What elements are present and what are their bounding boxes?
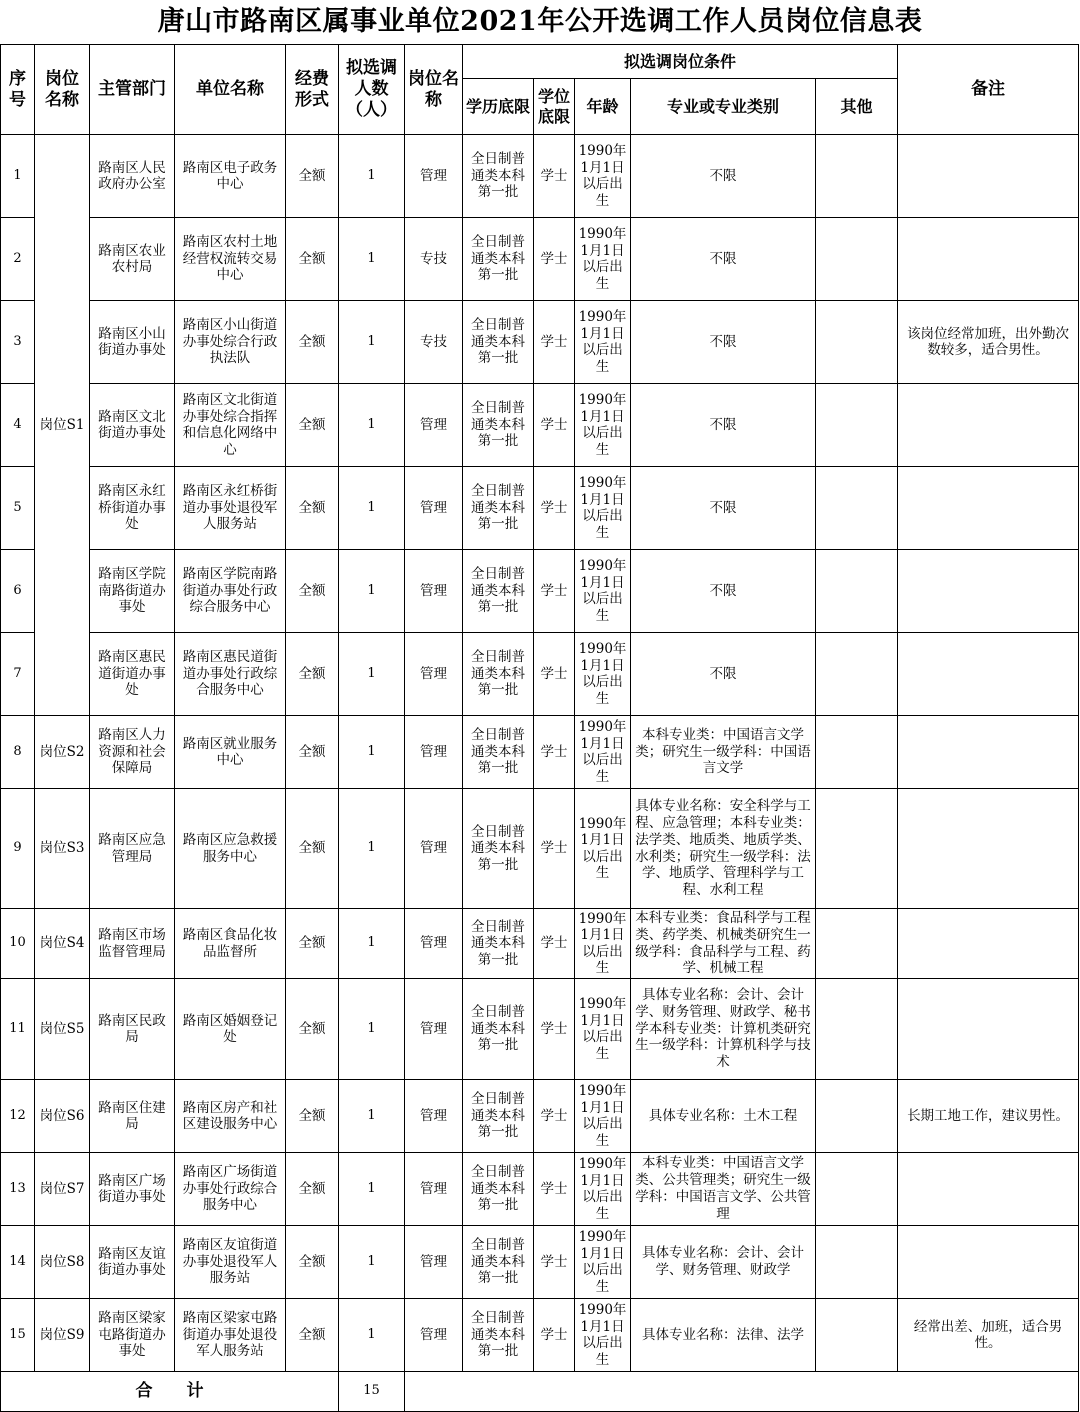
dept-cell: 路南区学院南路街道办事处 [90,550,175,633]
count-cell: 1 [339,716,405,789]
education-cell: 全日制普通类本科第一批 [463,909,534,979]
table-row [1,550,1079,633]
table-row [1,979,1079,1080]
major-cell: 不限 [631,384,816,467]
remark-cell [898,909,1079,979]
remark-cell: 该岗位经常加班，出外勤次数较多，适合男性。 [898,301,1079,384]
education-cell: 全日制普通类本科第一批 [463,633,534,716]
remark-cell [898,979,1079,1080]
seq-cell: 3 [1,301,35,384]
table-row [1,1153,1079,1226]
age-cell: 1990年1月1日以后出生 [575,1080,631,1153]
count-cell: 1 [339,909,405,979]
age-cell: 1990年1月1日以后出生 [575,135,631,218]
remark-cell [898,633,1079,716]
dept-cell: 路南区文北街道办事处 [90,384,175,467]
education-cell: 全日制普通类本科第一批 [463,789,534,909]
age-cell: 1990年1月1日以后出生 [575,909,631,979]
position-cell: 管理 [405,1226,463,1299]
funding-cell: 全额 [286,1080,339,1153]
funding-cell: 全额 [286,550,339,633]
table-row [1,909,1079,979]
age-cell: 1990年1月1日以后出生 [575,716,631,789]
degree-cell: 学士 [534,135,575,218]
dept-cell: 路南区人力资源和社会保障局 [90,716,175,789]
position-cell: 管理 [405,550,463,633]
seq-cell: 5 [1,467,35,550]
header-count: 拟选调人数（人） [339,45,405,135]
unit-cell: 路南区房产和社区建设服务中心 [175,1080,286,1153]
dept-cell: 路南区民政局 [90,979,175,1080]
other-cell [816,384,898,467]
seq-cell: 2 [1,218,35,301]
major-cell: 不限 [631,218,816,301]
table-row [1,218,1079,301]
position-cell: 专技 [405,218,463,301]
post-name-cell: 岗位S4 [35,909,90,979]
header-position: 岗位名称 [405,45,463,135]
major-cell: 具体专业名称：土木工程 [631,1080,816,1153]
seq-cell: 10 [1,909,35,979]
major-cell: 具体专业名称：安全科学与工程、应急管理；本科专业类：法学类、地质类、地质学类、水利类；研究生一级学科：法学、地质学、管理科学与工程、水利工程 [631,789,816,909]
funding-cell: 全额 [286,909,339,979]
post-name-cell: 岗位S1 [35,135,90,716]
count-cell: 1 [339,467,405,550]
unit-cell: 路南区电子政务中心 [175,135,286,218]
dept-cell: 路南区小山街道办事处 [90,301,175,384]
remark-cell [898,218,1079,301]
education-cell: 全日制普通类本科第一批 [463,1299,534,1372]
age-cell: 1990年1月1日以后出生 [575,1299,631,1372]
header-seq: 序号 [1,45,35,135]
post-name-cell: 岗位S3 [35,789,90,909]
position-cell: 专技 [405,301,463,384]
header-degree: 学位底限 [534,79,575,135]
age-cell: 1990年1月1日以后出生 [575,1226,631,1299]
degree-cell: 学士 [534,550,575,633]
degree-cell: 学士 [534,1299,575,1372]
seq-cell: 13 [1,1153,35,1226]
header-dept: 主管部门 [90,45,175,135]
footer-total-label: 合 计 [1,1372,339,1412]
count-cell: 1 [339,550,405,633]
unit-cell: 路南区友谊街道办事处退役军人服务站 [175,1226,286,1299]
remark-cell [898,550,1079,633]
position-cell: 管理 [405,716,463,789]
table-row [1,1299,1079,1372]
major-cell: 具体专业名称：法律、法学 [631,1299,816,1372]
remark-cell [898,716,1079,789]
age-cell: 1990年1月1日以后出生 [575,301,631,384]
age-cell: 1990年1月1日以后出生 [575,550,631,633]
dept-cell: 路南区人民政府办公室 [90,135,175,218]
funding-cell: 全额 [286,301,339,384]
major-cell: 不限 [631,633,816,716]
major-cell: 具体专业名称：会计、会计学、财务管理、财政学 [631,1226,816,1299]
remark-cell [898,467,1079,550]
count-cell: 1 [339,1153,405,1226]
other-cell [816,1226,898,1299]
unit-cell: 路南区农村土地经营权流转交易中心 [175,218,286,301]
seq-cell: 7 [1,633,35,716]
seq-cell: 8 [1,716,35,789]
education-cell: 全日制普通类本科第一批 [463,467,534,550]
table-body [1,135,1079,1372]
degree-cell: 学士 [534,789,575,909]
degree-cell: 学士 [534,384,575,467]
header-education: 学历底限 [463,79,534,135]
funding-cell: 全额 [286,789,339,909]
degree-cell: 学士 [534,218,575,301]
age-cell: 1990年1月1日以后出生 [575,384,631,467]
seq-cell: 12 [1,1080,35,1153]
remark-cell [898,789,1079,909]
position-cell: 管理 [405,633,463,716]
remark-cell [898,1226,1079,1299]
dept-cell: 路南区广场街道办事处 [90,1153,175,1226]
header-other: 其他 [816,79,898,135]
table-row [1,789,1079,909]
header-funding: 经费形式 [286,45,339,135]
unit-cell: 路南区梁家屯路街道办事处退役军人服务站 [175,1299,286,1372]
seq-cell: 14 [1,1226,35,1299]
funding-cell: 全额 [286,716,339,789]
unit-cell: 路南区学院南路街道办事处行政综合服务中心 [175,550,286,633]
position-cell: 管理 [405,1080,463,1153]
education-cell: 全日制普通类本科第一批 [463,1080,534,1153]
seq-cell: 4 [1,384,35,467]
unit-cell: 路南区应急救援服务中心 [175,789,286,909]
age-cell: 1990年1月1日以后出生 [575,1153,631,1226]
degree-cell: 学士 [534,716,575,789]
unit-cell: 路南区婚姻登记处 [175,979,286,1080]
seq-cell: 1 [1,135,35,218]
count-cell: 1 [339,384,405,467]
major-cell: 本科专业类：中国语言文学类；研究生一级学科：中国语言文学 [631,716,816,789]
header-age: 年龄 [575,79,631,135]
seq-cell: 9 [1,789,35,909]
funding-cell: 全额 [286,467,339,550]
seq-cell: 15 [1,1299,35,1372]
other-cell [816,1153,898,1226]
unit-cell: 路南区惠民道街道办事处行政综合服务中心 [175,633,286,716]
funding-cell: 全额 [286,633,339,716]
unit-cell: 路南区文北街道办事处综合指挥和信息化网络中心 [175,384,286,467]
post-name-cell: 岗位S8 [35,1226,90,1299]
dept-cell: 路南区住建局 [90,1080,175,1153]
education-cell: 全日制普通类本科第一批 [463,1153,534,1226]
education-cell: 全日制普通类本科第一批 [463,301,534,384]
position-cell: 管理 [405,979,463,1080]
major-cell: 不限 [631,550,816,633]
other-cell [816,135,898,218]
position-cell: 管理 [405,384,463,467]
header-remark: 备注 [898,45,1079,135]
position-info-table [0,44,1079,1412]
table-row [1,633,1079,716]
degree-cell: 学士 [534,1080,575,1153]
header-unit: 单位名称 [175,45,286,135]
count-cell: 1 [339,1080,405,1153]
remark-cell [898,135,1079,218]
count-cell: 1 [339,135,405,218]
header-conditions: 拟选调岗位条件 [463,45,898,79]
age-cell: 1990年1月1日以后出生 [575,979,631,1080]
remark-cell [898,1153,1079,1226]
major-cell: 具体专业名称：会计、会计学、财务管理、财政学、秘书学本科专业类：计算机类研究生一级学科：计算机科学与技术 [631,979,816,1080]
table-row [1,1080,1079,1153]
unit-cell: 路南区小山街道办事处综合行政执法队 [175,301,286,384]
funding-cell: 全额 [286,979,339,1080]
degree-cell: 学士 [534,909,575,979]
unit-cell: 路南区永红桥街道办事处退役军人服务站 [175,467,286,550]
position-cell: 管理 [405,1153,463,1226]
page-title: 唐山市路南区属事业单位2021年公开选调工作人员岗位信息表 [157,6,923,37]
education-cell: 全日制普通类本科第一批 [463,979,534,1080]
age-cell: 1990年1月1日以后出生 [575,467,631,550]
age-cell: 1990年1月1日以后出生 [575,633,631,716]
degree-cell: 学士 [534,467,575,550]
seq-cell: 11 [1,979,35,1080]
footer-empty [405,1372,1079,1412]
education-cell: 全日制普通类本科第一批 [463,218,534,301]
table-row [1,301,1079,384]
other-cell [816,301,898,384]
other-cell [816,716,898,789]
seq-cell: 6 [1,550,35,633]
count-cell: 1 [339,979,405,1080]
other-cell [816,789,898,909]
other-cell [816,633,898,716]
dept-cell: 路南区惠民道街道办事处 [90,633,175,716]
funding-cell: 全额 [286,1226,339,1299]
degree-cell: 学士 [534,1226,575,1299]
unit-cell: 路南区就业服务中心 [175,716,286,789]
other-cell [816,979,898,1080]
post-name-cell: 岗位S5 [35,979,90,1080]
other-cell [816,467,898,550]
dept-cell: 路南区梁家屯路街道办事处 [90,1299,175,1372]
major-cell: 不限 [631,135,816,218]
position-cell: 管理 [405,789,463,909]
count-cell: 1 [339,301,405,384]
major-cell: 本科专业类：中国语言文学类、公共管理类；研究生一级学科：中国语言文学、公共管理 [631,1153,816,1226]
table-row [1,135,1079,218]
other-cell [816,1299,898,1372]
degree-cell: 学士 [534,301,575,384]
other-cell [816,550,898,633]
post-name-cell: 岗位S9 [35,1299,90,1372]
funding-cell: 全额 [286,1299,339,1372]
education-cell: 全日制普通类本科第一批 [463,716,534,789]
table-row [1,384,1079,467]
funding-cell: 全额 [286,1153,339,1226]
dept-cell: 路南区永红桥街道办事处 [90,467,175,550]
age-cell: 1990年1月1日以后出生 [575,789,631,909]
dept-cell: 路南区市场监督管理局 [90,909,175,979]
other-cell [816,909,898,979]
major-cell: 本科专业类：食品科学与工程类、药学类、机械类研究生一级学科：食品科学与工程、药学、机械工程 [631,909,816,979]
footer-total-value: 15 [339,1372,405,1412]
post-name-cell: 岗位S6 [35,1080,90,1153]
post-name-cell: 岗位S7 [35,1153,90,1226]
funding-cell: 全额 [286,384,339,467]
unit-cell: 路南区食品化妆品监督所 [175,909,286,979]
table-row [1,1226,1079,1299]
position-cell: 管理 [405,135,463,218]
count-cell: 1 [339,1299,405,1372]
count-cell: 1 [339,218,405,301]
degree-cell: 学士 [534,979,575,1080]
education-cell: 全日制普通类本科第一批 [463,1226,534,1299]
position-cell: 管理 [405,1299,463,1372]
table-row [1,467,1079,550]
major-cell: 不限 [631,301,816,384]
dept-cell: 路南区农业农村局 [90,218,175,301]
remark-cell: 经常出差、加班，适合男性。 [898,1299,1079,1372]
major-cell: 不限 [631,467,816,550]
header-post-name: 岗位名称 [35,45,90,135]
education-cell: 全日制普通类本科第一批 [463,135,534,218]
count-cell: 1 [339,633,405,716]
position-cell: 管理 [405,467,463,550]
other-cell [816,1080,898,1153]
funding-cell: 全额 [286,218,339,301]
count-cell: 1 [339,1226,405,1299]
position-cell: 管理 [405,909,463,979]
degree-cell: 学士 [534,633,575,716]
dept-cell: 路南区友谊街道办事处 [90,1226,175,1299]
remark-cell [898,384,1079,467]
degree-cell: 学士 [534,1153,575,1226]
funding-cell: 全额 [286,135,339,218]
age-cell: 1990年1月1日以后出生 [575,218,631,301]
header-major: 专业或专业类别 [631,79,816,135]
other-cell [816,218,898,301]
table-row [1,716,1079,789]
count-cell: 1 [339,789,405,909]
post-name-cell: 岗位S2 [35,716,90,789]
dept-cell: 路南区应急管理局 [90,789,175,909]
remark-cell: 长期工地工作，建议男性。 [898,1080,1079,1153]
unit-cell: 路南区广场街道办事处行政综合服务中心 [175,1153,286,1226]
education-cell: 全日制普通类本科第一批 [463,550,534,633]
education-cell: 全日制普通类本科第一批 [463,384,534,467]
